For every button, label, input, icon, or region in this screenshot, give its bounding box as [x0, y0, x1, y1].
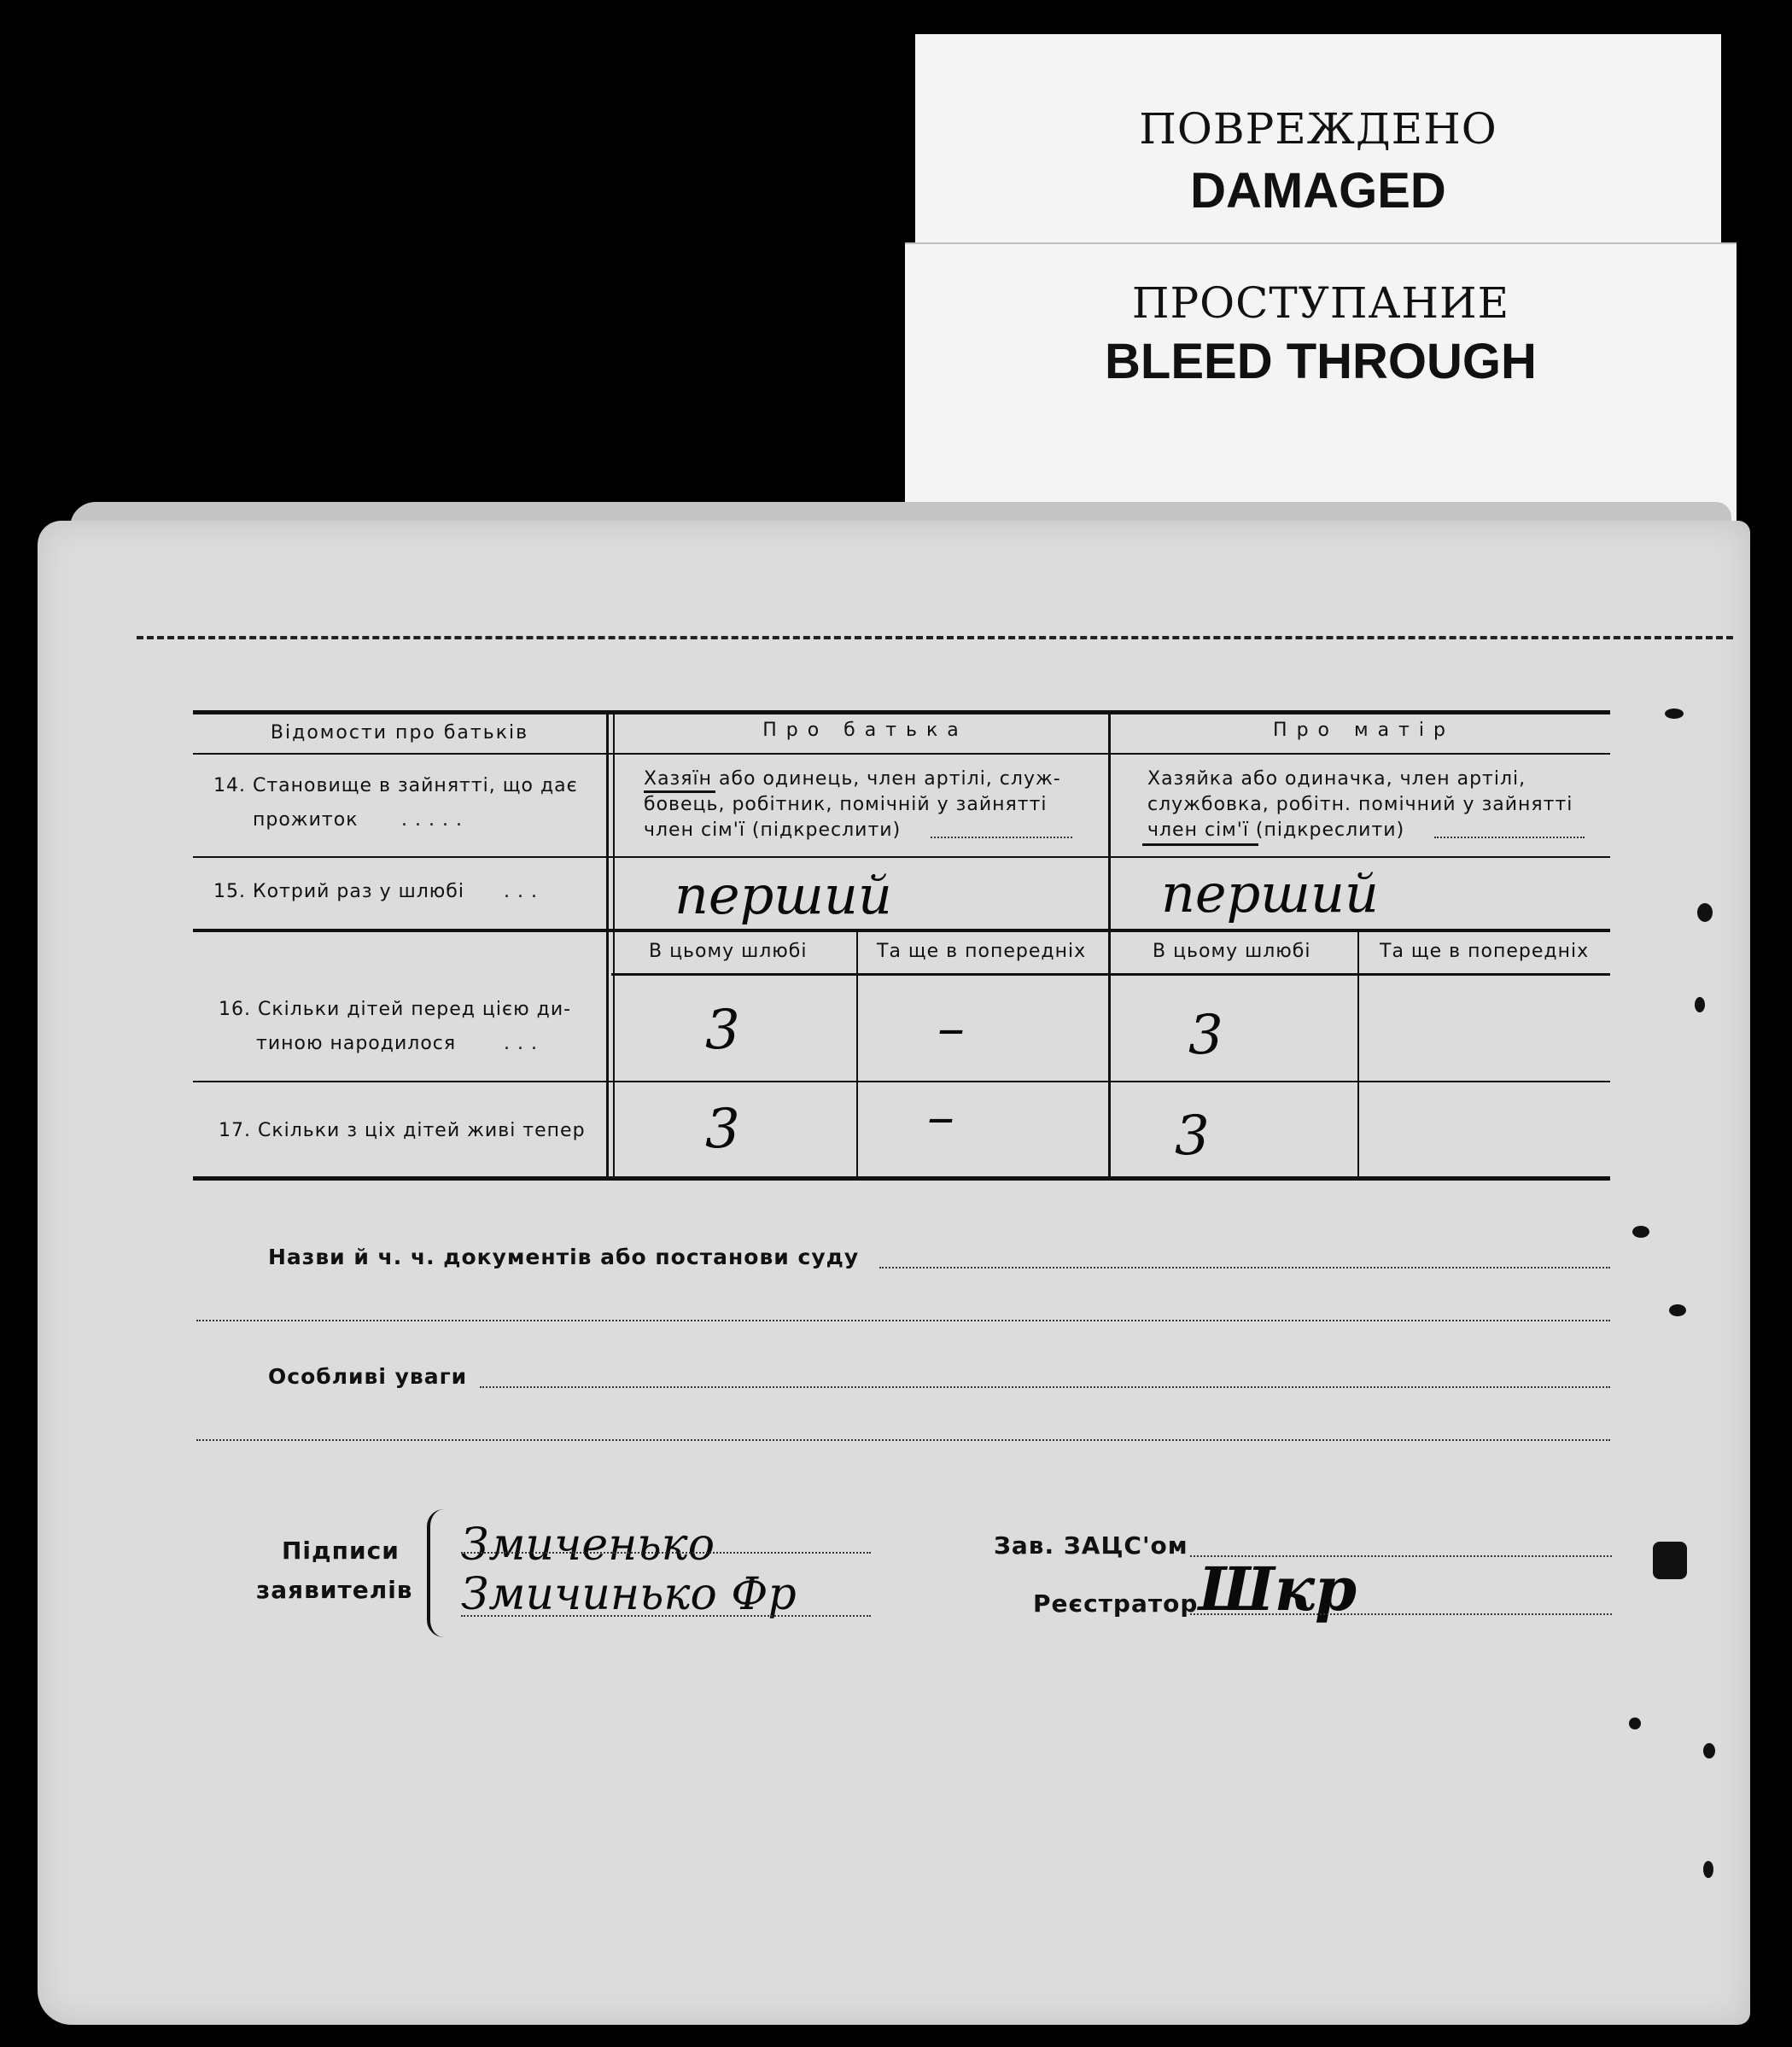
damaged-slip [915, 34, 1721, 267]
subheader-father-this-marriage: В цьому шлюбі [649, 941, 808, 962]
notes-field-line [480, 1386, 1610, 1388]
bleed-slip-ru: ПРОСТУПАНИЕ [1131, 278, 1510, 328]
applicant-signature-2: Змичинько Фр [461, 1569, 797, 1620]
row14-mother-line1: Хазяйка або одиначка, член артілі, [1147, 768, 1526, 790]
row14-mother-dots [1434, 837, 1585, 838]
row14-father-dots [931, 837, 1072, 838]
applicant-signature-line-2 [461, 1615, 871, 1617]
row16-label-line1: 16. Скільки дітей перед цією ди- [219, 999, 572, 1020]
row14-leader-dots: . . . . . [401, 809, 463, 831]
row14-mother-underline [1142, 843, 1258, 846]
table-rule [193, 929, 1610, 932]
table-rule [611, 973, 1610, 976]
damage-mark [1703, 1861, 1713, 1878]
damaged-slip-ru: ПОВРЕЖДЕНО [1139, 104, 1497, 154]
notes-label: Особливі уваги [268, 1364, 468, 1389]
damage-mark [1653, 1542, 1687, 1579]
row15-label: 15. Котрий раз у шлюбі [213, 881, 464, 902]
documents-label: Назви й ч. ч. документів або постанови суду [268, 1245, 860, 1269]
applicants-label-line1: Підписи [282, 1537, 400, 1565]
damage-mark [1665, 709, 1684, 719]
documents-field-line-2 [196, 1320, 1610, 1321]
documents-field-line [879, 1267, 1610, 1268]
subheader-mother-previous: Та ще в попередніх [1380, 941, 1590, 962]
row15-father-value: перший [674, 864, 892, 926]
damage-mark [1697, 903, 1713, 922]
applicant-signature-1: Змиченько [461, 1519, 715, 1571]
registrar-label: Реєстратор [1033, 1589, 1199, 1618]
row16-father-previous: – [937, 997, 965, 1060]
row17-label: 17. Скільки з ціх дітей живі тепер [219, 1120, 586, 1141]
row14-father-underline [644, 790, 715, 793]
row17-father-this: 3 [705, 1098, 740, 1161]
row14-father-line2: бовець, робітник, помічній у зайнятті [644, 794, 1048, 815]
row14-father-line1: Хазяїн або одинець, член артілі, служ- [644, 768, 1061, 790]
row14-mother-line3: член сім'ї (підкреслити) [1147, 819, 1405, 841]
row17-father-previous: – [927, 1086, 954, 1149]
table-rule [193, 753, 1610, 755]
table-col-rule [613, 714, 615, 1179]
damaged-slip-en: DAMAGED [1190, 163, 1446, 219]
table-bottom-rule [193, 1176, 1610, 1181]
subheader-father-previous: Та ще в попередніх [877, 941, 1087, 962]
row15-mother-value: перший [1161, 862, 1379, 924]
table-col-rule [856, 932, 858, 1179]
table-col-rule [1108, 714, 1111, 1179]
damage-mark [1695, 997, 1705, 1012]
row14-mother-line2: службовка, робітн. помічний у зайнятті [1147, 794, 1573, 815]
applicants-label-line2: заявителів [256, 1576, 413, 1604]
table-top-rule [193, 710, 1610, 714]
perforation-line [137, 636, 1733, 639]
row15-leader-dots: . . . [504, 881, 538, 902]
row16-label-line2: тиною народилося [256, 1033, 457, 1054]
registrar-line [1190, 1613, 1612, 1615]
damage-mark [1632, 1226, 1649, 1238]
header-parents-info: Відомости про батьків [270, 722, 529, 744]
notes-field-line-2 [196, 1439, 1610, 1441]
subheader-mother-this-marriage: В цьому шлюбі [1153, 941, 1311, 962]
header-about-father: П р о б а т ь к а [762, 720, 960, 741]
row16-leader-dots: . . . [504, 1033, 538, 1054]
damage-mark [1669, 1304, 1686, 1316]
header-about-mother: П р о м а т і р [1273, 720, 1447, 741]
row16-father-this: 3 [705, 999, 740, 1062]
row14-father-line3: член сім'ї (підкреслити) [644, 819, 902, 841]
row14-label-line1: 14. Становище в зайнятті, що дає [213, 775, 578, 796]
table-col-rule [606, 714, 609, 1179]
table-col-rule [1357, 932, 1359, 1179]
row17-mother-this: 3 [1175, 1105, 1210, 1168]
head-of-registry-label: Зав. ЗАЦС'ом [994, 1531, 1188, 1560]
bleed-slip-en: BLEED THROUGH [1105, 334, 1537, 389]
damage-mark [1703, 1743, 1715, 1758]
record-card [38, 521, 1750, 2025]
row16-mother-this: 3 [1188, 1004, 1223, 1067]
bleed-through-slip [905, 244, 1737, 534]
registrar-signature: Шкр [1199, 1554, 1357, 1624]
applicants-brace [427, 1509, 444, 1637]
table-rule [193, 1081, 1610, 1082]
applicant-signature-line-1 [461, 1552, 871, 1554]
table-rule [193, 856, 1610, 858]
row14-label-line2: прожиток [253, 809, 359, 831]
damage-mark [1629, 1717, 1641, 1729]
